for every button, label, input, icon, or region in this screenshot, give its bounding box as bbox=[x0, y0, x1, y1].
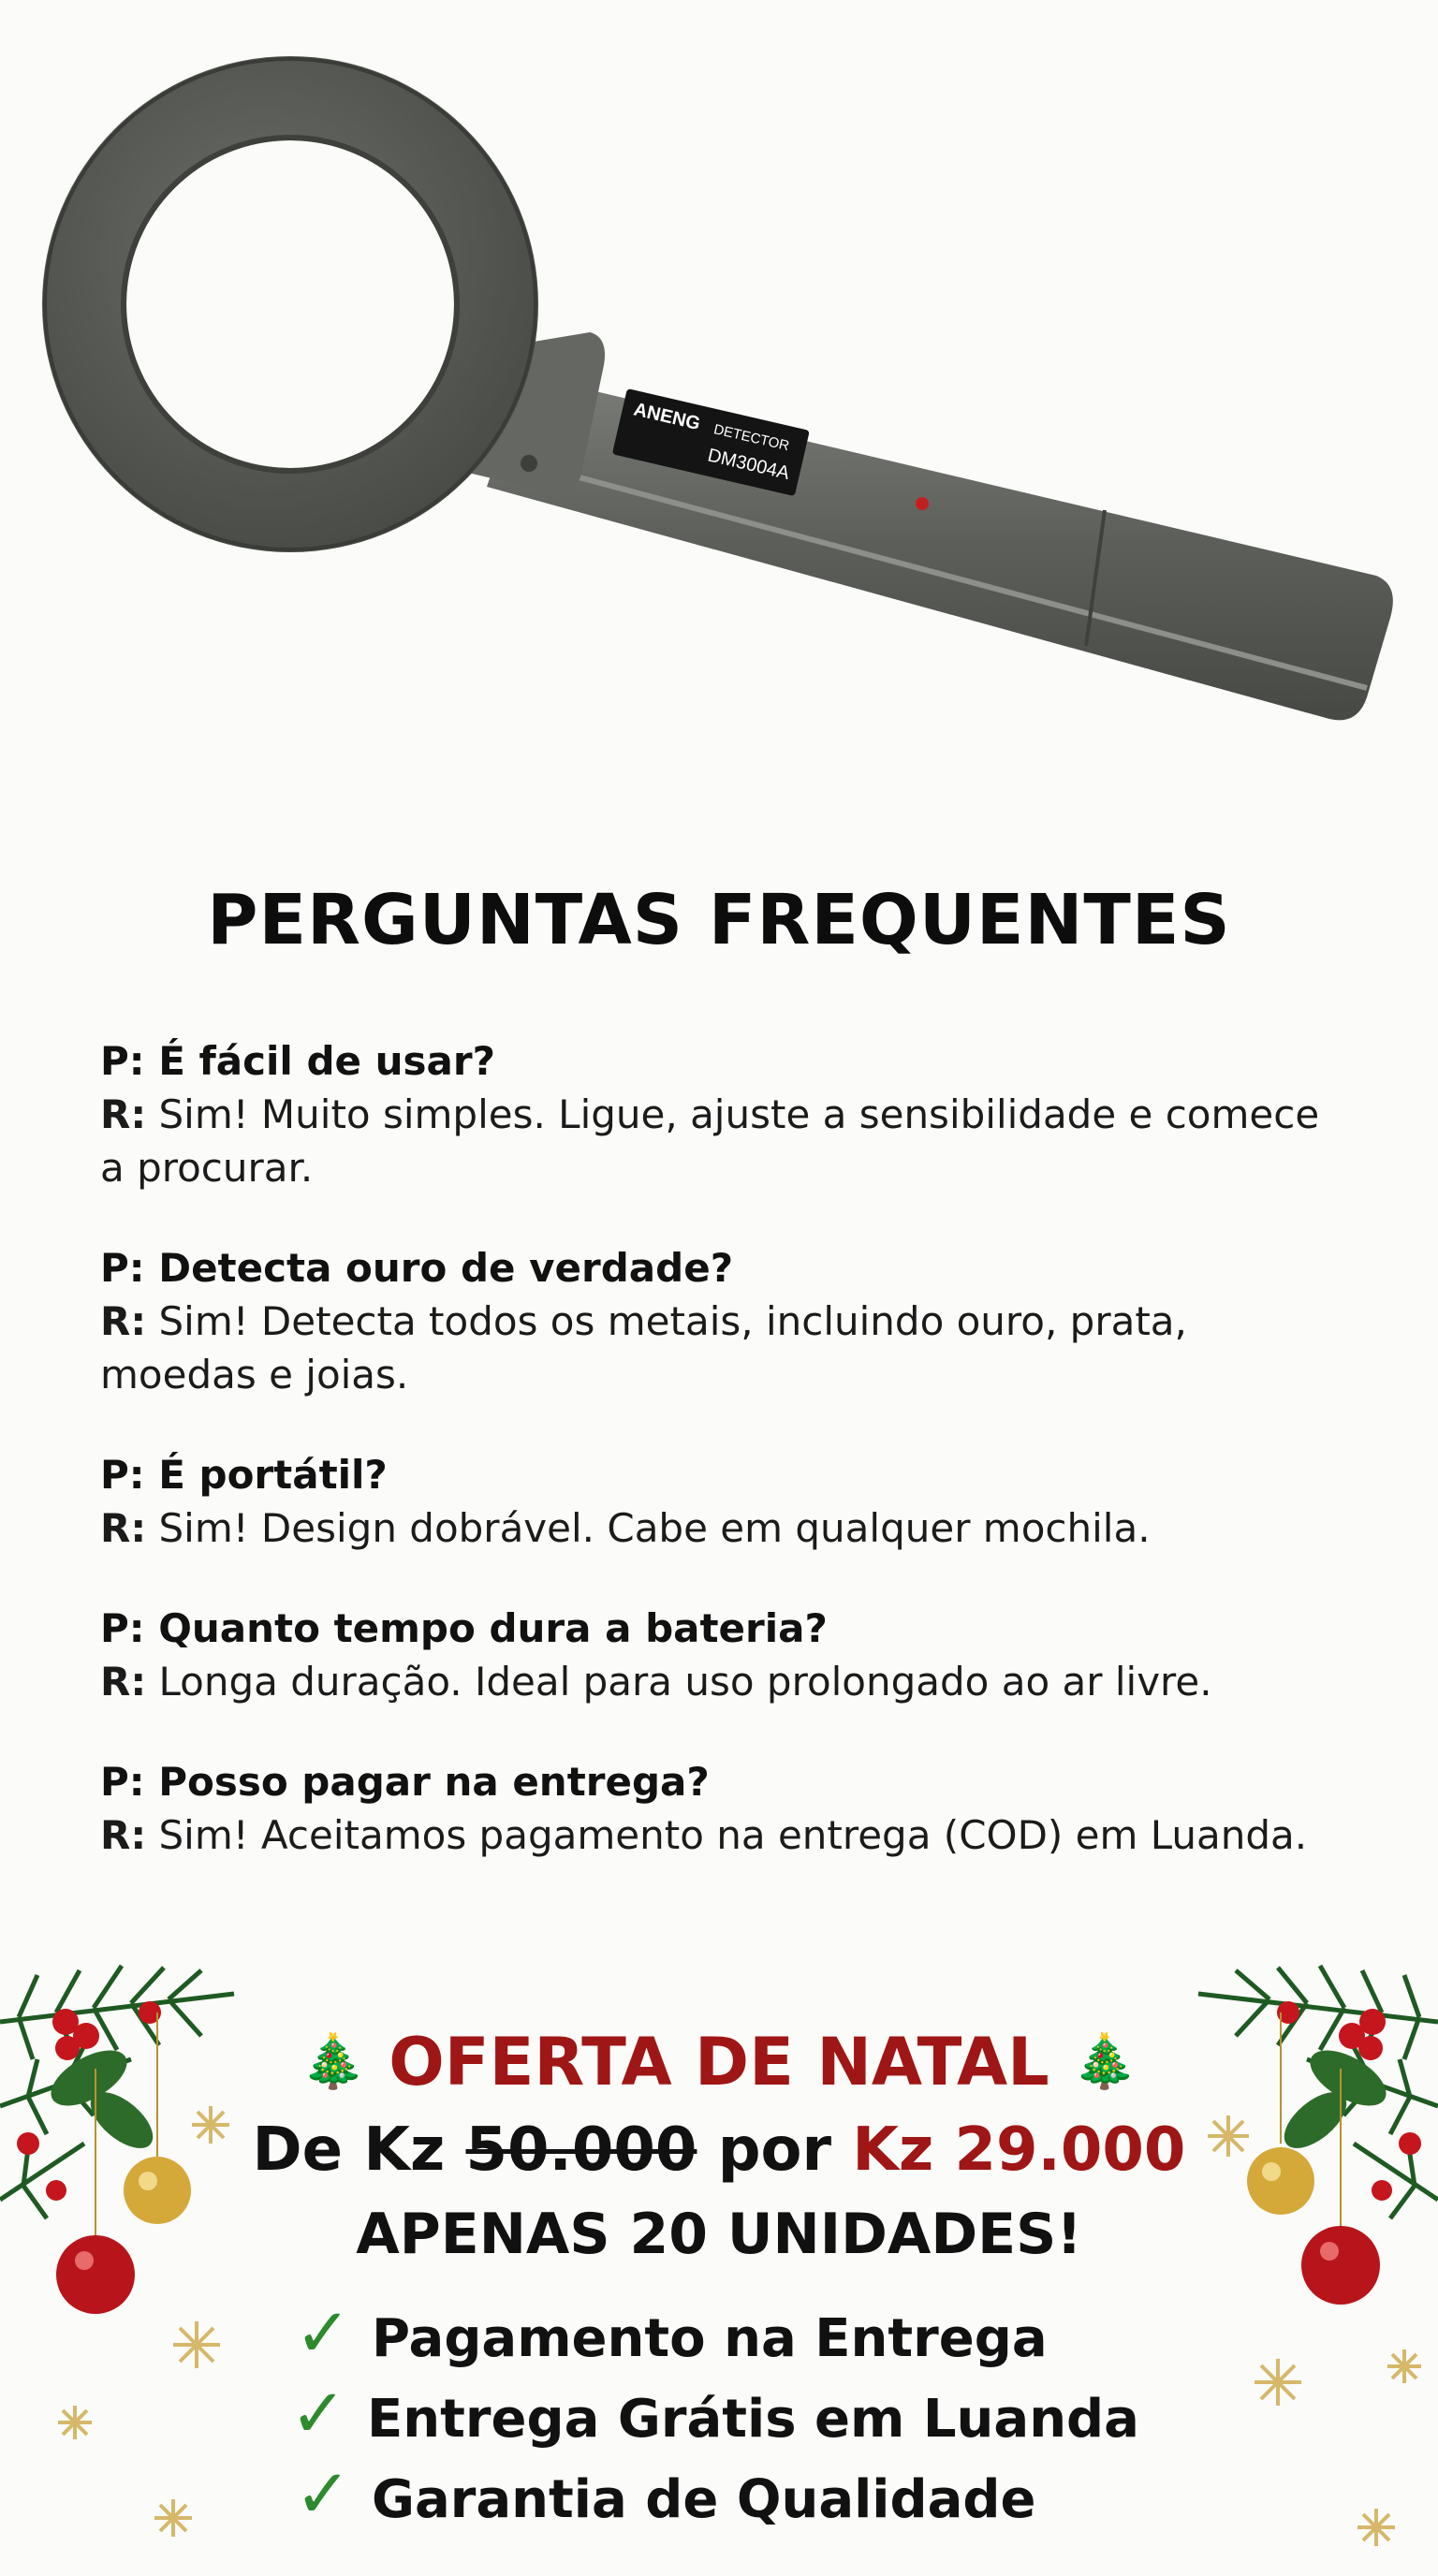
faq-item bbox=[100, 1755, 1345, 1862]
benefit-text: Garantia de Qualidade bbox=[372, 2469, 1036, 2530]
answer-prefix: R: bbox=[100, 1812, 147, 1858]
benefit-item bbox=[286, 2293, 1048, 2372]
answer-prefix: R: bbox=[100, 1505, 147, 1551]
detector-label: DETECTOR bbox=[712, 421, 791, 455]
offer-title bbox=[0, 2024, 1438, 2100]
brand-label: ANENG bbox=[631, 399, 703, 435]
faq-title: PERGUNTAS FREQUENTES bbox=[207, 880, 1231, 960]
faq-item bbox=[100, 1241, 1345, 1401]
christmas-tree-icon: 🎄 bbox=[301, 2031, 366, 2092]
answer-prefix: R: bbox=[100, 1091, 147, 1137]
answer-text: Sim! Design dobrável. Cabe em qualquer mochila. bbox=[146, 1505, 1151, 1551]
benefit-text: Entrega Grátis em Luanda bbox=[367, 2389, 1139, 2450]
benefit-text: Pagamento na Entrega bbox=[372, 2308, 1048, 2369]
faq-answer bbox=[100, 1808, 1345, 1862]
checkmark-icon: ✓ bbox=[294, 2293, 352, 2372]
offer-title-text: OFERTA DE NATAL bbox=[389, 2024, 1049, 2100]
faq-question: P: Posso pagar na entrega? bbox=[100, 1759, 710, 1805]
faq-question: P: É portátil? bbox=[100, 1452, 388, 1498]
faq-question: P: Quanto tempo dura a bateria? bbox=[100, 1605, 828, 1651]
benefit-item bbox=[286, 2454, 1035, 2533]
units-remaining: APENAS 20 UNIDADES! bbox=[356, 2202, 1082, 2267]
model-label: DM3004A bbox=[705, 445, 792, 484]
answer-prefix: R: bbox=[100, 1659, 147, 1705]
answer-text: Sim! Aceitamos pagamento na entrega (COD) em Luanda. bbox=[146, 1812, 1308, 1858]
faq-question: P: É fácil de usar? bbox=[100, 1038, 495, 1084]
faq-answer bbox=[100, 1088, 1345, 1194]
benefit-item bbox=[281, 2374, 1139, 2452]
answer-prefix: R: bbox=[100, 1298, 147, 1344]
faq-answer bbox=[100, 1655, 1345, 1708]
power-led-icon bbox=[916, 497, 929, 510]
checkmark-icon: ✓ bbox=[294, 2454, 352, 2533]
faq-list bbox=[100, 1034, 1345, 1909]
faq-item bbox=[100, 1034, 1345, 1194]
christmas-promo-banner bbox=[0, 1956, 1438, 2576]
new-price: Kz 29.000 bbox=[852, 2115, 1186, 2185]
product-image bbox=[0, 0, 1438, 824]
checkmark-icon: ✓ bbox=[289, 2374, 347, 2452]
price-connector: por bbox=[697, 2115, 853, 2185]
answer-text: Sim! Detecta todos os metais, incluindo ouro, prata, moedas e joias. bbox=[100, 1298, 1187, 1398]
detector-coil-ring bbox=[42, 56, 538, 552]
answer-text: Sim! Muito simples. Ligue, ajuste a sensibilidade e comece a procurar. bbox=[100, 1091, 1320, 1191]
answer-text: Longa duração. Ideal para uso prolongado ao ar livre. bbox=[146, 1659, 1212, 1705]
faq-answer bbox=[100, 1501, 1345, 1555]
price-line bbox=[0, 2115, 1438, 2185]
faq-item bbox=[100, 1448, 1345, 1555]
price-prefix: De Kz bbox=[252, 2115, 466, 2185]
faq-question: P: Detecta ouro de verdade? bbox=[100, 1245, 734, 1291]
faq-item bbox=[100, 1602, 1345, 1708]
faq-answer bbox=[100, 1295, 1345, 1401]
old-price: 50.000 bbox=[465, 2115, 697, 2185]
christmas-tree-icon: 🎄 bbox=[1072, 2031, 1137, 2092]
